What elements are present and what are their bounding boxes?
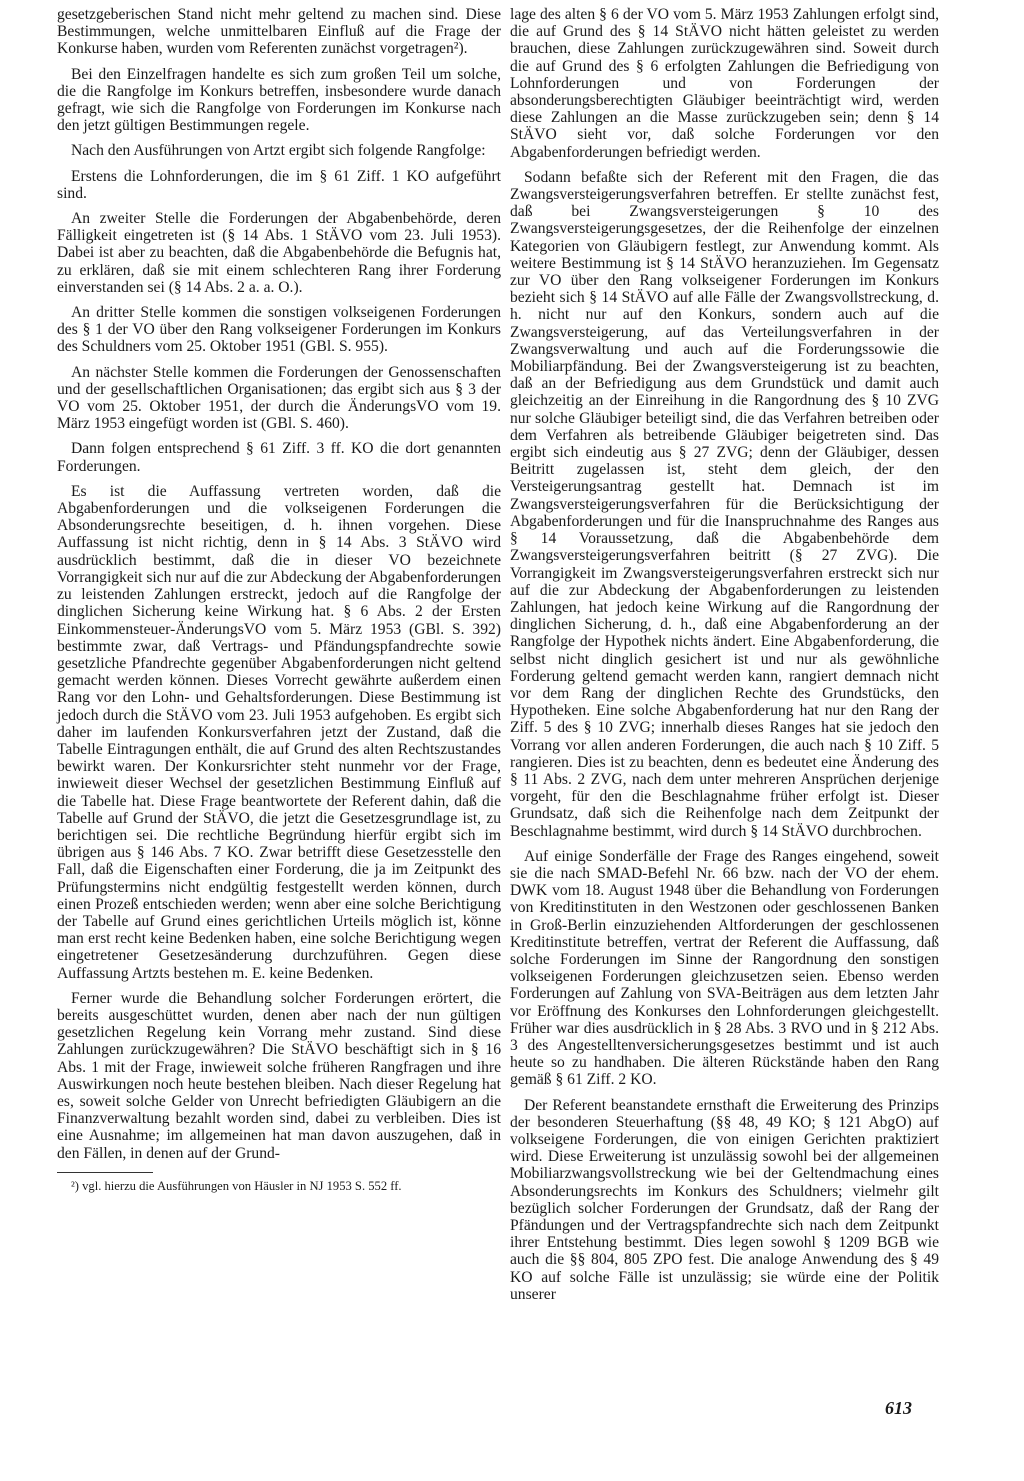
paragraph: Es ist die Auffassung vertreten worden, daß die Abgabenforderungen und die volkseigenen Forderungen die Absonderungsrechte beseitigen, d. h. ihnen vorgehen. Diese Auffassung ist nicht richtig, denn in § 14 Abs. 3 StÄVO wird ausdrücklich bestimmt, daß die in dieser VO bezeichnete Vorrangigkeit sich nur auf die zur Abdeckung der Abgabenforderungen zu leistenden Zahlungen erstreckt, jedoch auf die Rangfolge der dinglichen Sicherung keine Wirkung hat. § 6 Abs. 2 der Ersten Einkommensteuer-ÄnderungsVO vom 5. März 1953 (GBl. S. 392) bestimmte zwar, daß Vertrags- und Pfändungspfandrechte sowie gesetzliche Pfandrechte gegenüber Abgabenforderungen nicht geltend gemacht werden können. Dieses Vorrecht gewährte außerdem einen Rang vor den Lohn- und Gehaltsforderungen. Diese Bestimmung ist jedoch durch die StÄVO vom 23. Juli 1953 aufgehoben. Es ergibt sich daher im laufenden Konkursverfahren jetzt der Zustand, daß die Tabelle Eintragungen enthält, die auf Grund des alten Rechtszustandes bewirkt waren. Der Konkursrichter steht nunmehr vor der Frage, inwieweit dieser Wechsel der gesetzlichen Bestimmung Einfluß auf die Tabelle hat. Diese Frage beantwortete der Referent dahin, daß die Tabelle auf Grund der StÄVO, die jetzt die Gesetzesgrundlage ist, zu berichtigen sei. Die rechtliche Begründung hierfür ergibt sich im übrigen aus § 146 Abs. 7 KO. Zwar betrifft diese Gesetzesstelle den Fall, daß die Eigenschaften einer Forderung, die ja im Zeitpunkt des Prüfungstermins nicht endgültig festgestellt werden können, durch einen Prozeß entschieden werden; wenn aber eine solche Berichtigung der Tabelle auf Grund eines gerichtlichen Urteils möglich ist, könne man erst recht keine Bedenken haben, eine solche Berichtigung wegen eingetretener Gesetzesänderung durchzuführen. Gegen diese Auffassung Artzts bestehen m. E. keine Bedenken.	[57, 482, 501, 982]
footnote-divider	[57, 1172, 153, 1173]
paragraph: Ferner wurde die Behandlung solcher Forderungen erörtert, die bereits ausgeschüttet wurden, denen aber nach der nun gültigen gesetzlichen Regelung kein Vorrang mehr zustand. Sind diese Zahlungen zurückzugewähren? Die StÄVO beschäftigt sich in § 16 Abs. 1 mit der Frage, inwieweit solche früheren Rangfragen und ihre Auswirkungen noch heute bestehen bleiben. Nach dieser Regelung hat es, soweit solche Gelder von Unrecht befriedigten Gläubigern an die Finanzverwaltung bezahlt worden sind, dabei zu verbleiben. Dies ist eine Ausnahme; im allgemeinen hat man davon auszugehen, daß in den Fällen, in denen auf der Grund-	[57, 989, 501, 1162]
right-column	[510, 6, 939, 1311]
paragraph: An nächster Stelle kommen die Forderungen der Genossenschaften und der gesellschaftlichen Organisationen; das ergibt sich aus § 3 der VO vom 25. Oktober 1951, der durch die ÄnderungsVO vom 19. März 1953 eingefügt worden ist (GBl. S. 460).	[57, 363, 501, 433]
paragraph: Der Referent beanstandete ernsthaft die Erweiterung des Prinzips der besonderen Steuerhaftung (§§ 48, 49 KO; § 121 AbgO) auf volkseigene Forderungen, die von einigen Gerichten praktiziert wird. Diese Erweiterung ist unzulässig sowohl bei der allgemeinen Mobiliarzwangsvollstreckung wie bei der Geltendmachung eines Absonderungsrechts im Konkurs des Schuldners; vielmehr gilt bezüglich solcher Forderungen der Grundsatz, daß der Rang der Pfändungen und der Vertragspfandrechte sich nach dem Zeitpunkt ihrer Entstehung bestimmt. Dies legen sowohl § 1209 BGB wie auch die §§ 804, 805 ZPO fest. Die analoge Anwendung des § 49 KO auf solche Fälle ist unzulässig; sie würde eine der Politik unserer	[510, 1096, 939, 1303]
paragraph: Auf einige Sonderfälle der Frage des Ranges eingehend, soweit sie die nach SMAD-Befehl Nr. 66 bzw. nach der VO der ehem. DWK vom 18. August 1948 über die Behandlung von Forderungen von Kreditinstituten in den Westzonen oder geschlossenen Banken in Groß-Berlin einzuziehenden Altforderungen der geschlossenen Kreditinstitute betreffen, vertrat der Referent die Auffassung, daß solche Forderungen im Sinne der Rangordnung den sonstigen volkseigenen Forderungen gleichzusetzen seien. Ebenso werden Forderungen auf Zahlung von SVA-Beiträgen aus dem letzten Jahr vor Eröffnung des Konkurses den Lohnforderungen gleichgestellt. Früher war dies ausdrücklich in § 28 Abs. 3 RVO und in § 212 Abs. 3 des Angestelltenversicherungsgesetzes bestimmt und ist auch heute so zu handhaben. Die älteren Rückstände haben den Rang gemäß § 61 Ziff. 2 KO.	[510, 847, 939, 1089]
paragraph: Bei den Einzelfragen handelte es sich zum großen Teil um solche, die die Rangfolge im Konkurs betreffen, insbesondere wurde danach gefragt, wie sich die Rangfolge von Forderungen im Konkurse nach den jetzt gültigen Bestimmungen regele.	[57, 65, 501, 135]
paragraph: An zweiter Stelle die Forderungen der Abgabenbehörde, deren Fälligkeit eingetreten ist (§ 14 Abs. 1 StÄVO vom 23. Juli 1953). Dabei ist aber zu beachten, daß die Abgabenbehörde die Befugnis hat, zu erklären, daß sie mit einem schlechteren Rang ihrer Forderung einverstanden sei (§ 14 Abs. 2 a. a. O.).	[57, 210, 501, 296]
paragraph: lage des alten § 6 der VO vom 5. März 1953 Zahlungen erfolgt sind, die auf Grund des § 14 StÄVO nicht hätten geleistet zu werden brauchen, diese Zahlungen zurückzugewähren sind. Soweit durch die auf Grund des § 6 erfolgten Zahlungen die Befriedigung von Lohnforderungen und von Forderungen der absonderungsberechtigten Gläubiger beeinträchtigt wird, werden diese Zahlungen an die Masse zurückzugeben sein; denn § 14 StÄVO sieht vor, daß solche Forderungen vor den Abgabenforderungen befriedigt werden.	[510, 6, 939, 161]
paragraph: Nach den Ausführungen von Artzt ergibt sich folgende Rangfolge:	[71, 142, 486, 160]
paragraph: Erstens die Lohnforderungen, die im § 61 Ziff. 1 KO aufgeführt sind.	[57, 167, 501, 202]
paragraph: gesetzgeberischen Stand nicht mehr geltend zu machen sind. Diese Bestimmungen, welche unmittelbaren Einfluß auf die Frage der Konkurse haben, wurden vom Referenten zunächst vorgetragen²).	[57, 6, 501, 58]
left-column	[57, 6, 501, 1202]
paragraph: An dritter Stelle kommen die sonstigen volkseigenen Forderungen des § 1 der VO über den Rang volkseigener Forderungen im Konkurs des Schuldners vom 25. Oktober 1951 (GBl. S. 955).	[57, 304, 501, 356]
paragraph: Dann folgen entsprechend § 61 Ziff. 3 ff. KO die dort genannten Forderungen.	[57, 440, 501, 475]
paragraph: Sodann befaßte sich der Referent mit den Fragen, die das Zwangsversteigerungsverfahren betreffen. Er stellte zunächst fest, daß bei Zwangsversteigerungen § 10 des Zwangsversteigerungsgesetzes, der die Reihenfolge der einzelnen Kategorien von Gläubigern festlegt, zur Anwendung kommt. Als weitere Bestimmung ist § 14 StÄVO heranzuziehen. Im Gegensatz zur VO über den Rang volkseigener Forderungen im Konkurs bezieht sich § 14 StÄVO auf alle Fälle der Zwangsvollstreckung, d. h. nicht nur auf den Konkurs, sondern auch auf die Zwangsversteigerung, auf das Verteilungsverfahren in der Zwangsverwaltung und auch auf die Forderungssowie die Mobiliarpfändung. Bei der Zwangsversteigerung ist zu beachten, daß an der Befriedigung aus dem Grundstück und damit auch gleichzeitig an der Einreihung in die Rangordnung des § 10 ZVG nur solche Gläubiger beteiligt sind, die das Verfahren betreiben oder dem Verfahren als betreibende Gläubiger beigetreten sind. Das ergibt sich eindeutig aus § 27 ZVG; denn der Gläubiger, dessen Beitritt zugelassen ist, steht dem gleich, der den Versteigerungsantrag gestellt hat. Demnach ist im Zwangsversteigerungsverfahren für die Berücksichtigung der Abgabenforderungen und für die Inanspruchnahme des Ranges aus § 14 Voraussetzung, daß die Abgabenbehörde dem Zwangsversteigerungsverfahren beitritt (§ 27 ZVG). Die Vorrangigkeit im Zwangsversteigerungsverfahren erstreckt sich nur auf die zur Abdeckung der Abgabenforderungen zu leistenden Zahlungen, hat jedoch keine Wirkung auf die Rangordnung der dinglichen Sicherung, d. h., daß eine Abgabenforderung an der Rangfolge der Hypothek nichts ändert. Eine Abgabenforderung, die selbst nicht dinglich gesichert ist und nur als gewöhnliche Forderung geltend gemacht werden kann, rangiert demnach nicht vor dem Rang der dinglichen Rechte des Grundstücks, den Hypotheken. Eine solche Abgabenforderung hat nur den Rang der Ziff. 5 des § 10 ZVG; innerhalb dieses Ranges hat sie jedoch den Vorrang vor allen anderen Forderungen, die auch nach § 10 Ziff. 5 rangieren. Dies ist zu beachten, denn es bedeutet eine Änderung des § 11 Abs. 2 ZVG, nach dem unter mehreren Ansprüchen derjenige vorgeht, für den die Beschlagnahme früher erfolgt ist. Dieser Grundsatz, daß sich die Reihenfolge nach dem Zeitpunkt der Beschlagnahme bestimmt, wird durch § 14 StÄVO durchbrochen.	[510, 168, 939, 840]
page-number: 613	[885, 1398, 912, 1418]
footnote: ²) vgl. hierzu die Ausführungen von Häusler in NJ 1953 S. 552 ff.	[71, 1178, 402, 1193]
